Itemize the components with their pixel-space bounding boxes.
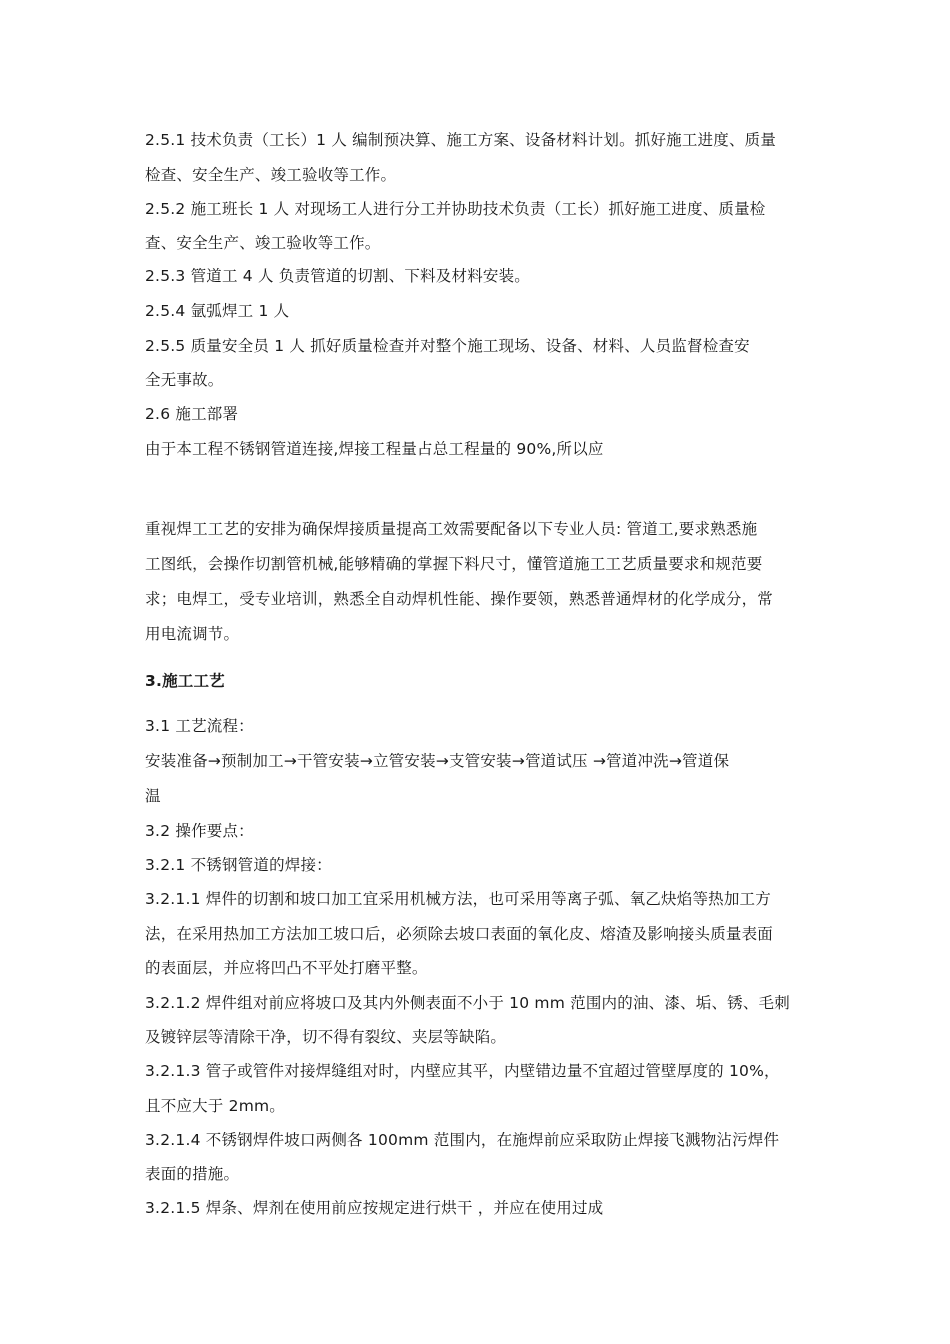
text-line: 的表面层，并应将凹凸不平处打磨平整。 xyxy=(145,959,428,977)
text-line: 3.2.1.2 焊件组对前应将坡口及其内外侧表面不小于 10 mm 范围内的油、漆、垢、锈、毛刺 xyxy=(145,994,790,1012)
text-line: 查、安全生产、竣工验收等工作。 xyxy=(145,234,381,252)
section-heading: 3.1 工艺流程： xyxy=(145,717,254,735)
text-line: 3.2.1.1 焊件的切割和坡口加工宜采用机械方法，也可采用等离子弧、氧乙炔焰等热加工方 xyxy=(145,890,771,908)
text-line: 且不应大于 2mm。 xyxy=(145,1097,285,1115)
text-line: 温 xyxy=(145,787,161,805)
chapter-heading: 3.施工工艺 xyxy=(145,672,225,690)
text-line: 3.2.1.3 管子或管件对接焊缝组对时，内壁应其平，内壁错边量不宜超过管壁厚度的 10%， xyxy=(145,1062,780,1080)
text-line: 2.5.3 管道工 4 人 负责管道的切割、下料及材料安装。 xyxy=(145,267,531,285)
subsection-heading: 3.2.1 不锈钢管道的焊接： xyxy=(145,856,332,874)
text-line: 用电流调节。 xyxy=(145,625,240,643)
text-line: 及镀锌层等清除干净，切不得有裂纹、夹层等缺陷。 xyxy=(145,1028,507,1046)
text-line: 3.2.1.5 焊条、焊剂在使用前应按规定进行烘干 ，并应在使用过成 xyxy=(145,1199,604,1217)
text-line: 检查、安全生产、竣工验收等工作。 xyxy=(145,166,397,184)
process-flow-line: 安装准备→预制加工→干管安装→立管安装→支管安装→管道试压 →管道冲洗→管道保 xyxy=(145,752,730,770)
section-heading: 2.6 施工部署 xyxy=(145,405,239,423)
section-heading: 3.2 操作要点： xyxy=(145,822,254,840)
text-line: 全无事故。 xyxy=(145,371,224,389)
text-line: 2.5.1 技术负责（工长）1 人 编制预决算、施工方案、设备材料计划。抓好施工进度、质量 xyxy=(145,131,777,149)
text-line: 工图纸，会操作切割管机械,能够精确的掌握下料尺寸，懂管道施工工艺质量要求和规范要 xyxy=(145,555,763,573)
text-line: 求；电焊工，受专业培训，熟悉全自动焊机性能、操作要领，熟悉普通焊材的化学成分，常 xyxy=(145,590,774,608)
text-line: 由于本工程不锈钢管道连接,焊接工程量占总工程量的 90%,所以应 xyxy=(145,440,604,458)
text-line: 重视焊工工艺的安排为确保焊接质量提高工效需要配备以下专业人员: 管道工,要求熟悉施 xyxy=(145,520,758,538)
text-line: 2.5.4 氩弧焊工 1 人 xyxy=(145,302,290,320)
text-line: 表面的措施。 xyxy=(145,1165,240,1183)
text-line: 2.5.2 施工班长 1 人 对现场工人进行分工并协助技术负责（工长）抓好施工进度、质量检 xyxy=(145,200,766,218)
text-line: 3.2.1.4 不锈钢焊件坡口两侧各 100mm 范围内，在施焊前应采取防止焊接飞溅物沾污焊件 xyxy=(145,1131,780,1149)
text-line: 2.5.5 质量安全员 1 人 抓好质量检查并对整个施工现场、设备、材料、人员监督检查安 xyxy=(145,337,750,355)
text-line: 法，在采用热加工方法加工坡口后，必须除去坡口表面的氧化皮、熔渣及影响接头质量表面 xyxy=(145,925,774,943)
